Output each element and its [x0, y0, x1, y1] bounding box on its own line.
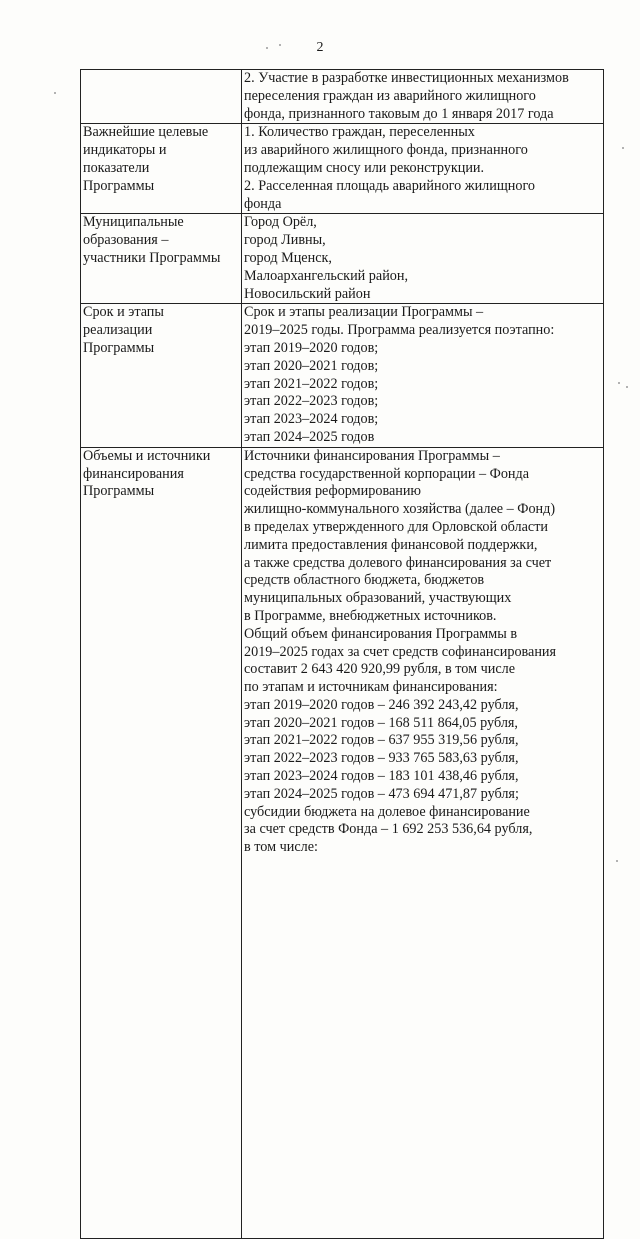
content-line: средств областного бюджета, бюджетов: [244, 572, 485, 589]
label-line: финансирования: [83, 465, 184, 482]
label-line: Срок и этапы: [83, 304, 164, 321]
content-line: этап 2019–2020 годов – 246 392 243,42 рубля,: [244, 696, 519, 713]
scan-speck: [626, 386, 628, 388]
content-line: Город Орёл,: [244, 214, 317, 231]
content-line: в Программе, внебюджетных источников.: [244, 607, 497, 624]
row-content-cell: [242, 447, 604, 1238]
label-line: участники Программы: [83, 249, 221, 266]
content-line: фонда: [244, 195, 282, 212]
row-label-cell: [81, 447, 242, 1238]
content-line: этап 2023–2024 годов;: [244, 411, 379, 428]
content-line: за счет средств Фонда – 1 692 253 536,64 рубля,: [244, 821, 533, 838]
label-line: Муниципальные: [83, 214, 184, 231]
content-line: жилищно-коммунального хозяйства (далее – Фонд): [244, 501, 556, 518]
content-line: 2019–2025 годы. Программа реализуется поэтапно:: [244, 322, 555, 339]
content-line: 2. Расселенная площадь аварийного жилищного: [244, 177, 536, 194]
table-row: [81, 124, 604, 214]
content-line: этап 2021–2022 годов – 637 955 319,56 рубля,: [244, 732, 519, 749]
content-line: составит 2 643 420 920,99 рубля, в том числе: [244, 661, 515, 678]
label-line: образования –: [83, 232, 169, 249]
content-line: в том числе:: [244, 839, 318, 856]
program-passport-table: [80, 69, 604, 1239]
content-line: 2019–2025 годах за счет средств софинансирования: [244, 643, 557, 660]
scan-speck: [616, 860, 618, 862]
content-line: Новосильский район: [244, 285, 371, 302]
scan-speck: [54, 92, 56, 94]
row-label-cell: [81, 70, 242, 124]
row-content-cell: [242, 70, 604, 124]
label-line: показатели: [83, 159, 150, 176]
content-line: переселения граждан из аварийного жилищного: [244, 87, 536, 104]
content-line: этап 2024–2025 годов – 473 694 471,87 рубля;: [244, 785, 519, 802]
label-line: индикаторы и: [83, 142, 167, 159]
content-line: этап 2019–2020 годов;: [244, 339, 379, 356]
page-number: 2: [316, 40, 324, 55]
label-line: Программы: [83, 483, 155, 500]
scan-speck: [279, 44, 281, 46]
content-line: а также средства долевого финансирования за счет: [244, 554, 552, 571]
scan-speck: [618, 382, 620, 384]
content-line: этап 2024–2025 годов: [244, 428, 375, 445]
row-content-cell: [242, 214, 604, 304]
scan-speck: [622, 147, 624, 149]
content-line: этап 2020–2021 годов – 168 511 864,05 рубля,: [244, 714, 518, 731]
label-line: Программы: [83, 177, 155, 194]
content-line: муниципальных образований, участвующих: [244, 590, 512, 607]
content-line: средства государственной корпорации – Фонда: [244, 465, 530, 482]
label-line: Важнейшие целевые: [83, 124, 209, 141]
content-line: Малоархангельский район,: [244, 267, 409, 284]
content-line: этап 2022–2023 годов;: [244, 393, 379, 410]
row-label-cell: [81, 214, 242, 304]
content-line: 2. Участие в разработке инвестиционных механизмов: [244, 70, 569, 86]
content-line: в пределах утвержденного для Орловской области: [244, 518, 549, 535]
content-line: город Ливны,: [244, 232, 326, 249]
table-row: [81, 304, 604, 447]
row-label-cell: [81, 304, 242, 447]
table-row: [81, 70, 604, 124]
label-line: реализации: [83, 322, 153, 339]
content-line: город Мценск,: [244, 249, 332, 266]
content-line: лимита предоставления финансовой поддержки,: [244, 536, 538, 553]
label-line: Объемы и источники: [83, 447, 211, 464]
content-line: содействия реформированию: [244, 483, 422, 500]
content-line: фонда, признанного таковым до 1 января 2017 года: [244, 105, 554, 122]
content-line: по этапам и источникам финансирования:: [244, 679, 498, 696]
content-line: этап 2020–2021 годов;: [244, 357, 379, 374]
content-line: из аварийного жилищного фонда, признанного: [244, 142, 528, 159]
row-content-cell: [242, 124, 604, 214]
content-line: Срок и этапы реализации Программы –: [244, 304, 484, 321]
scan-speck: [266, 47, 268, 49]
content-line: этап 2022–2023 годов – 933 765 583,63 рубля,: [244, 750, 519, 767]
content-line: подлежащим сносу или реконструкции.: [244, 159, 485, 176]
content-line: субсидии бюджета на долевое финансирование: [244, 803, 530, 820]
content-line: Источники финансирования Программы –: [244, 447, 500, 464]
table-row: [81, 447, 604, 1238]
content-line: этап 2023–2024 годов – 183 101 438,46 рубля,: [244, 768, 519, 785]
content-line: 1. Количество граждан, переселенных: [244, 124, 475, 141]
content-line: этап 2021–2022 годов;: [244, 375, 379, 392]
label-line: Программы: [83, 339, 155, 356]
row-label-cell: [81, 124, 242, 214]
table-row: [81, 214, 604, 304]
content-line: Общий объем финансирования Программы в: [244, 625, 518, 642]
row-content-cell: [242, 304, 604, 447]
